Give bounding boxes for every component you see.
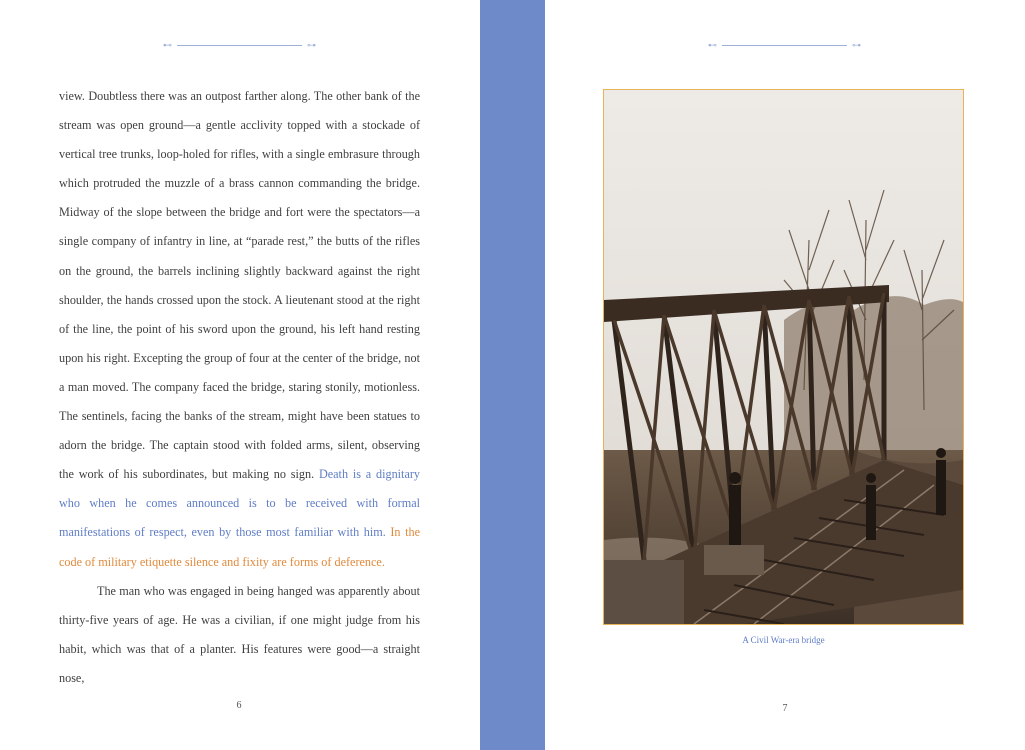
highlight-blue-sentence[interactable]: Death is a dignitary who when he comes announced is to be received with formal manifestations of respect, even by those most familiar with him.	[59, 467, 421, 540]
page-number-left: 6	[236, 700, 242, 711]
body-text	[59, 82, 420, 693]
left-page	[0, 0, 480, 750]
paragraph-1-text: view. Doubtless there was an outpost farther along. The other bank of the stream was open ground—a gentle acclivity topped with a stockade of vertical tree trunks, loop-holed for rifles, with a single embrasure through which protruded the muzzle of a brass cannon commanding the bridge. Midway of the slope between the bridge and fort were the spectators—a single company of infantry in line, at “parade rest,” the butts of the rifles on the ground, the barrels inclining slightly backward against the right shoulder, the hands crossed upon the stock. A lieutenant stood at the right of the line, the point of his sword upon the ground, his left hand resting upon his right. Excepting the group of four at the center of the bridge, not a man moved. The company faced the bridge, staring stonily, motionless. The sentinels, facing the banks of the stream, might have been statues to adorn the bridge. The captain stood with folded arms, silent, observing the work of his subordinates, but making no sign.	[59, 89, 420, 482]
ornament-flourish-icon: ⊷	[708, 41, 717, 51]
photo-caption: A Civil War-era bridge	[742, 635, 825, 645]
ornament-rule	[722, 45, 847, 46]
paragraph-1	[59, 82, 420, 577]
ornament-rule	[177, 45, 302, 46]
header-ornament-right	[708, 42, 861, 50]
page-number-right: 7	[782, 703, 788, 714]
right-page	[545, 0, 1025, 750]
paragraph-2: The man who was engaged in being hanged was apparently about thirty-five years of age. He was a civilian, if one might judge from his habit, which was that of a planter. His features were good—a straight nose,	[59, 583, 420, 685]
ornament-flourish-icon: ⊷	[163, 41, 172, 51]
ornament-flourish-icon: ⊶	[307, 41, 316, 51]
highlight-orange-sentence[interactable]: In the code of military etiquette silence and fixity are forms of deference.	[59, 525, 420, 569]
bridge-photo[interactable]	[603, 89, 964, 625]
header-ornament-left	[163, 42, 316, 50]
civil-war-bridge-photo-icon	[604, 90, 963, 624]
ornament-flourish-icon: ⊶	[852, 41, 861, 51]
book-gutter	[480, 0, 545, 750]
